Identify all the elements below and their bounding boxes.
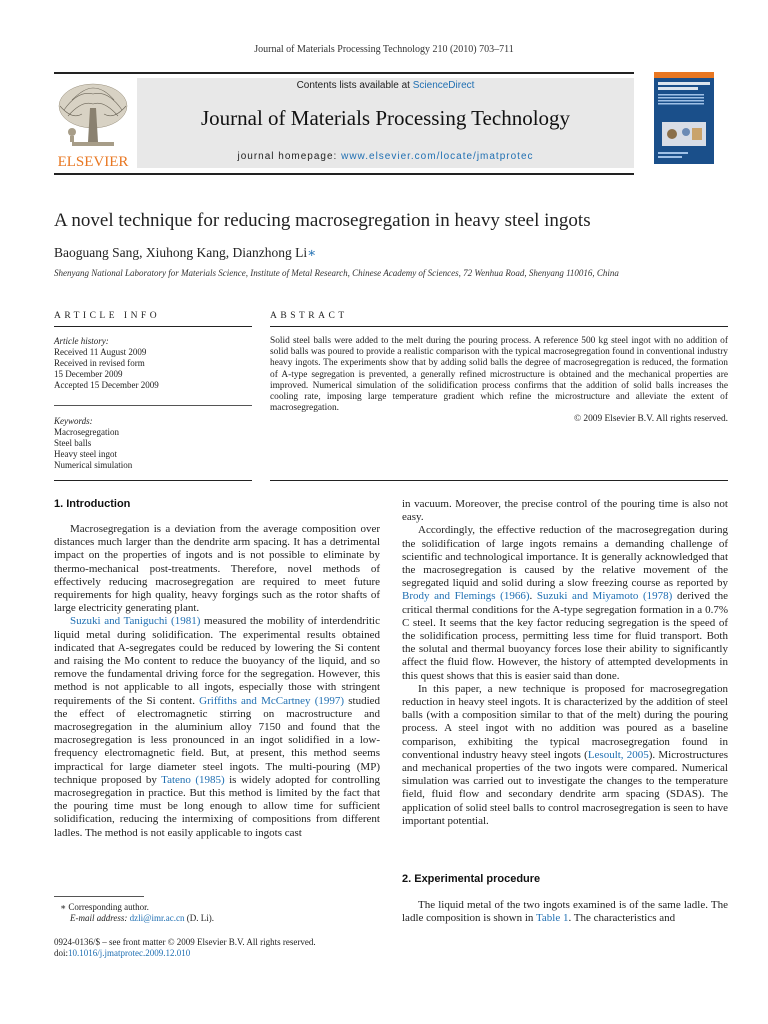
issn-line: 0924-0136/$ – see front matter © 2009 Elsevier B.V. All rights reserved. bbox=[54, 937, 316, 947]
right-text: In this paper, a new technique is proposed for macrosegregation reduction in heavy steel ingots. It is characterized by the addition of steel balls (with a composition similar to that of the melt) during the pouring process. A steel ingot with no addition was poured as a baseline comparison, exhibiting the typical macrosegregation found in conventional industry heavy steel ingots ( bbox=[402, 682, 728, 761]
intro-paragraph-2 bbox=[54, 615, 380, 839]
authors-names: Baoguang Sang, Xiuhong Kang, Dianzhong Li bbox=[54, 245, 308, 260]
abstract-bottom-rule bbox=[270, 480, 728, 481]
abstract-body bbox=[270, 336, 728, 426]
history-revised-date: 15 December 2009 bbox=[54, 369, 123, 379]
doi-label: doi: bbox=[54, 948, 69, 958]
section-heading-introduction: 1. Introduction bbox=[54, 498, 131, 510]
homepage-label: journal homepage: bbox=[237, 151, 342, 162]
keywords-rule bbox=[54, 405, 252, 406]
right-paragraph-2 bbox=[402, 683, 728, 828]
email-link[interactable]: dzli@imr.ac.cn bbox=[129, 913, 185, 923]
intro-text: studied the effect of electromagnetic stirring on macrostructure and macrosegregation in the aluminium alloy 7150 and found that the macrosegregation is less pronounced in an ingot solidified in a low-frequency electromagnetic field. But, at present, this method seems impractical for large diameter steel ingots. The multi-pouring (MP) technique proposed by bbox=[54, 694, 381, 786]
keyword-item: Numerical simulation bbox=[54, 460, 133, 470]
contents-line bbox=[137, 80, 634, 91]
elsevier-logo[interactable] bbox=[52, 80, 134, 170]
header-top-rule bbox=[54, 72, 634, 74]
corresponding-label: ∗ Corresponding author. bbox=[60, 902, 149, 912]
footnote-rule bbox=[54, 896, 144, 897]
right-text: Accordingly, the effective reduction of the macrosegregation during the solidification of large ingots remains a demanding challenge of scientific and technological importance. It is generally acknowledged that the macrosegregation is caused by the relative movement of the segregated liquid and solid during a slow freezing course as reported by bbox=[402, 524, 728, 590]
keyword-item: Heavy steel ingot bbox=[54, 449, 117, 459]
history-revised: Received in revised form bbox=[54, 358, 145, 368]
experimental-text: . The characteristics and bbox=[568, 912, 676, 925]
citation-link[interactable]: Tateno (1985) bbox=[161, 773, 225, 786]
elsevier-wordmark: ELSEVIER bbox=[57, 154, 129, 170]
issn-doi-block bbox=[54, 937, 394, 959]
section-heading-experimental: 2. Experimental procedure bbox=[402, 873, 541, 885]
keywords bbox=[54, 416, 254, 471]
citation-link[interactable]: Lesoult, 2005 bbox=[587, 748, 649, 761]
right-column-body bbox=[402, 498, 728, 828]
keyword-item: Steel balls bbox=[54, 438, 92, 448]
article-history bbox=[54, 336, 254, 391]
doi-line bbox=[54, 948, 394, 959]
citation-link[interactable]: Brody and Flemings (1966) bbox=[402, 590, 530, 603]
experimental-body bbox=[402, 899, 728, 925]
article-info-rule bbox=[54, 326, 252, 327]
history-received: Received 11 August 2009 bbox=[54, 347, 147, 357]
right-text: derived the critical thermal conditions for the A-type segregation formation in a 0.7% C steel. It seems that the key factor reducing segregation is the speed of the solidification process, permitting less time for fluid transport. Both the solutal and thermal buoyancy forces lose their ability to significantly affect the fluid flow. However, the history of attempted developments in this quest shows that this is easier said than done. bbox=[402, 590, 728, 682]
introduction-body bbox=[54, 523, 380, 840]
doi-link[interactable]: 10.1016/j.jmatprotec.2009.12.010 bbox=[68, 948, 191, 958]
journal-cover[interactable] bbox=[654, 72, 714, 164]
experimental-text: The liquid metal of the two ingots examined is of the same ladle. The ladle composition is shown in bbox=[402, 899, 728, 925]
author-affiliation: Shenyang National Laboratory for Materials Science, Institute of Metal Research, Chinese Academy of Sciences, 72 Wenhua Road, Shenyang 110016, China bbox=[54, 268, 619, 278]
running-head: Journal of Materials Processing Technology 210 (2010) 703–711 bbox=[254, 44, 514, 55]
info-bottom-rule bbox=[54, 480, 252, 481]
abstract-text: Solid steel balls were added to the melt during the pouring process. A reference 500 kg steel ingot with no addition of solid balls was poured to provide a realistic comparison with the typical macrosegregation found in conventional industry heavy ingots. The experiments show that by adding solid balls the degree of macrosegregation is reduced, the formation of A-type segregation is prevented, a generally refined microstructure is obtained and the mechanical properties are improved. Numerical simulation of the solidification process confirms that the addition of solid balls increases the cooling rate, imposing large temperature gradient which refine the microstructure and alleviate the extent of macrosegregation. bbox=[270, 336, 728, 414]
header-bottom-rule bbox=[54, 173, 634, 175]
table-link[interactable]: Table 1 bbox=[535, 912, 569, 925]
intro-text: is widely adopted for controlling macrosegregation in practice. But this method is limited by the fact that the pouring time must be long enough to allow time for sufficient solidification, reducing the intermixing of compositions from different ladles. The method is not easily applicable to ingots cast bbox=[54, 773, 380, 839]
email-label: E-mail address: bbox=[70, 913, 130, 923]
right-paragraph-0: in vacuum. Moreover, the precise control of the pouring time is also not easy. bbox=[402, 498, 728, 524]
abstract-rule bbox=[270, 326, 728, 327]
citation-link[interactable]: Suzuki and Miyamoto (1978) bbox=[536, 590, 673, 603]
keywords-label: Keywords: bbox=[54, 416, 93, 426]
keyword-item: Macrosegregation bbox=[54, 427, 119, 437]
email-suffix: (D. Li). bbox=[184, 913, 214, 923]
sciencedirect-link[interactable]: ScienceDirect bbox=[412, 80, 475, 91]
journal-title: Journal of Materials Processing Technology bbox=[200, 106, 571, 130]
elsevier-tree-icon bbox=[52, 80, 134, 170]
article-info-heading: ARTICLE INFO bbox=[54, 311, 161, 321]
abstract-heading: ABSTRACT bbox=[270, 311, 348, 321]
right-text: . bbox=[529, 590, 537, 603]
article-title: A novel technique for reducing macrosegregation in heavy steel ingots bbox=[54, 210, 591, 231]
journal-cover-image bbox=[654, 72, 714, 164]
contents-prefix: Contents lists available at bbox=[296, 80, 413, 91]
journal-homepage bbox=[137, 151, 634, 162]
abstract-copyright: © 2009 Elsevier B.V. All rights reserved. bbox=[573, 414, 728, 425]
article-history-label: Article history: bbox=[54, 336, 109, 346]
intro-text: measured the mobility of interdendritic liquid metal during solidification. The experimental results obtained indicated that A-segregates could be reduced by lowering the Si content and raising the Mo content to reduce the buoyancy of the liquid, and so remove the fundamental driving force for the segregation. However, this method is not applicable to all ingots, especially those with stringent requirements of the Si content. bbox=[54, 615, 380, 707]
citation-link[interactable]: Griffiths and McCartney (1997) bbox=[199, 694, 345, 707]
right-text: ). Microstructures and mechanical properties of the two ingots were compared. Numerical simulation was carried out to investigate the changes to the temperature field, fluid flow and secondary dendrite arm spacing (SDAS). The application of solid steel balls to control macrosegregation is seen to have important potential. bbox=[402, 748, 728, 827]
corresponding-author-mark[interactable]: ∗ bbox=[307, 245, 317, 260]
homepage-link[interactable]: www.elsevier.com/locate/jmatprotec bbox=[341, 151, 534, 162]
right-paragraph-1 bbox=[402, 524, 728, 682]
history-accepted: Accepted 15 December 2009 bbox=[54, 380, 159, 390]
email-line bbox=[60, 913, 380, 924]
intro-paragraph-1: Macrosegregation is a deviation from the average composition over distances much larger than the dendrite arm spacing. It has a detrimental impact on the properties of ingots and is not possible to eliminate by thermo-mechanical post-treatments. Therefore, novel methods of effectively reducing macrosegregation are required to meet future requirements for high quality, heavy forgings such as the rotor shafts of large electricity generating plant. bbox=[54, 523, 380, 615]
experimental-paragraph-1 bbox=[402, 899, 728, 925]
author-list bbox=[54, 245, 316, 261]
corresponding-author-footnote bbox=[60, 902, 380, 924]
citation-link[interactable]: Suzuki and Taniguchi (1981) bbox=[70, 615, 201, 628]
